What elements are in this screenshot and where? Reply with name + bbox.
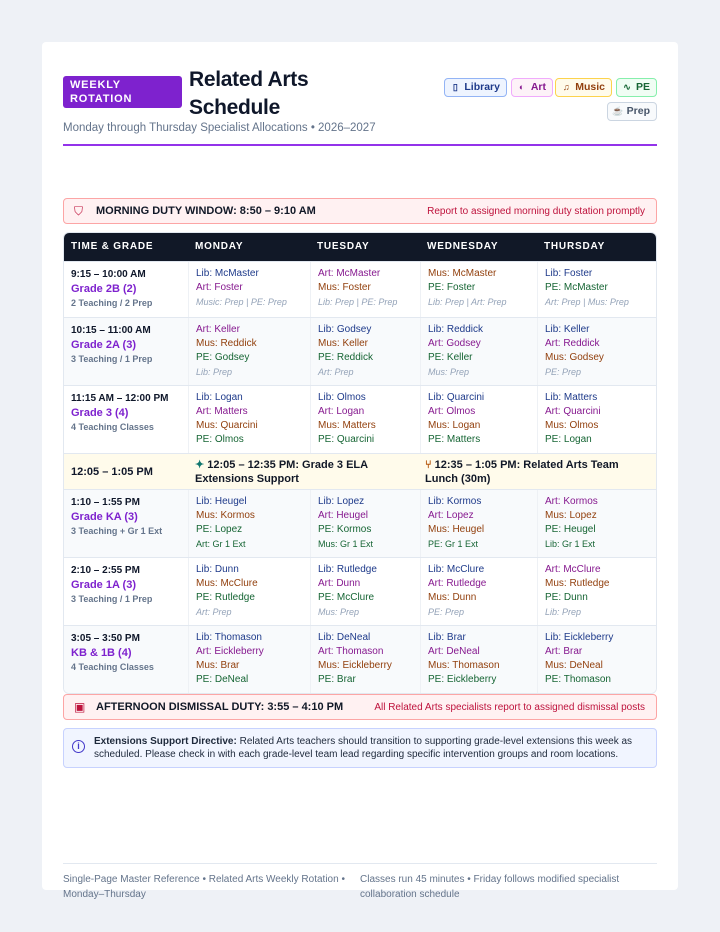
table-row — [64, 489, 656, 557]
assignment-art: Art: Brar — [545, 646, 583, 657]
assignment-prep: Art: Prep — [196, 607, 232, 617]
time-slot: 2:10 – 2:55 PM — [71, 565, 140, 576]
rotation-badge: WEEKLY ROTATION — [63, 76, 182, 108]
assignment-mus: Mus: Dunn — [428, 592, 477, 603]
assignment-mus: Mus: Olmos — [545, 420, 599, 431]
day-cell — [420, 558, 537, 625]
page-title: Related Arts Schedule — [189, 68, 309, 119]
assignment-mus: Mus: Logan — [428, 420, 481, 431]
assignment-pe: PE: McMaster — [545, 282, 608, 293]
table-row — [64, 317, 656, 385]
assignment-prep: Lib: Prep — [545, 607, 582, 617]
assignment-prep: Art: Prep | Mus: Prep — [545, 297, 629, 307]
assignment-art: Art: Dunn — [318, 578, 361, 589]
class-count: 3 Teaching / 1 Prep — [71, 594, 153, 604]
assignment-mus: Mus: Lopez — [545, 510, 597, 521]
time-slot: 3:05 – 3:50 PM — [71, 633, 140, 644]
assignment-mus: Mus: McClure — [196, 578, 258, 589]
assignment-lib: Lib: Reddick — [428, 324, 484, 335]
assignment-prep: Lib: Prep — [196, 367, 233, 377]
assignment-prep: Lib: Prep | Art: Prep — [428, 297, 507, 307]
music-note-icon: ♫ — [562, 82, 570, 92]
assignment-lib: Lib: Quarcini — [428, 392, 485, 403]
day-cell — [420, 318, 537, 385]
assignment-ext: Mus: Gr 1 Ext — [318, 539, 374, 549]
lunch-time: 12:05 – 1:05 PM — [71, 466, 153, 478]
time-grade-cell — [64, 626, 188, 693]
assignment-lib: Lib: Brar — [428, 632, 466, 643]
assignment-mus: Mus: McMaster — [428, 268, 497, 279]
class-count: 4 Teaching Classes — [71, 422, 154, 432]
table-row — [64, 625, 656, 693]
palette-icon: ◐ — [519, 82, 525, 92]
table-row — [64, 385, 656, 453]
morning-duty-alert — [63, 198, 657, 224]
assignment-pe: PE: Eickleberry — [428, 674, 497, 685]
assignment-ext: Lib: Gr 1 Ext — [545, 539, 596, 549]
legend-chip-prep — [607, 102, 657, 121]
schedule-table — [63, 232, 657, 694]
team-lunch-block — [425, 458, 645, 486]
day-cell — [310, 626, 420, 693]
day-cell — [537, 626, 656, 693]
time-grade-cell — [64, 386, 188, 453]
assignment-pe: PE: Thomason — [545, 674, 611, 685]
assignment-pe: PE: Kormos — [318, 524, 372, 535]
sparkle-icon: ✦ — [195, 459, 208, 471]
grade-label: Grade 3 (4) — [71, 407, 129, 419]
assignment-mus: Mus: Quarcini — [196, 420, 258, 431]
assignment-lib: Lib: Heugel — [196, 496, 247, 507]
class-count: 3 Teaching / 1 Prep — [71, 354, 153, 364]
time-grade-cell — [64, 262, 188, 317]
assignment-art: Art: Matters — [196, 406, 248, 417]
assignment-art: Art: Lopez — [428, 510, 474, 521]
assignment-lib: Lib: McMaster — [196, 268, 259, 279]
time-grade-cell — [64, 490, 188, 557]
assignment-lib: Lib: Keller — [545, 324, 590, 335]
table-row — [64, 557, 656, 625]
assignment-lib: Lib: Dunn — [196, 564, 239, 575]
assignment-mus: Mus: Heugel — [428, 524, 485, 535]
assignment-pe: PE: Olmos — [196, 434, 244, 445]
assignment-pe: PE: Heugel — [545, 524, 596, 535]
assignment-pe: PE: Dunn — [545, 592, 588, 603]
assignment-lib: Lib: Thomason — [196, 632, 262, 643]
assignment-mus: Mus: Reddick — [196, 338, 257, 349]
info-icon: i — [72, 740, 85, 753]
day-cell — [188, 262, 310, 317]
assignment-art: Art: DeNeal — [428, 646, 480, 657]
assignment-mus: Mus: Brar — [196, 660, 240, 671]
footer — [63, 863, 657, 900]
assignment-prep: Mus: Prep — [318, 607, 360, 617]
legend — [437, 78, 657, 128]
alert-note: All Related Arts specialists report to assigned dismissal posts — [374, 702, 645, 713]
block-label: 12:05 – 12:35 PM: Grade 3 ELA Extensions Support — [195, 459, 368, 485]
day-cell — [420, 262, 537, 317]
assignment-art: Art: Godsey — [428, 338, 481, 349]
assignment-art: Art: Rutledge — [428, 578, 487, 589]
day-cell — [310, 386, 420, 453]
legend-chip-music — [555, 78, 612, 97]
assignment-ext: Art: Gr 1 Ext — [196, 539, 246, 549]
assignment-art: Art: Thomason — [318, 646, 384, 657]
assignment-mus: Mus: DeNeal — [545, 660, 603, 671]
block-label: 12:35 – 1:05 PM: Related Arts Team Lunch (30m) — [425, 459, 619, 485]
assignment-mus: Mus: Keller — [318, 338, 369, 349]
lunch-row — [64, 453, 656, 489]
assignment-prep: Lib: Prep | PE: Prep — [318, 297, 398, 307]
assignment-art: Art: Logan — [318, 406, 365, 417]
utensils-icon: ⑂ — [425, 459, 435, 471]
afternoon-duty-alert — [63, 694, 657, 720]
day-cell — [188, 558, 310, 625]
time-slot: 1:10 – 1:55 PM — [71, 497, 140, 508]
column-header: TUESDAY — [317, 241, 370, 252]
assignment-ext: PE: Gr 1 Ext — [428, 539, 479, 549]
column-header: WEDNESDAY — [427, 241, 499, 252]
assignment-lib: Lib: Olmos — [318, 392, 366, 403]
assignment-art: Art: Quarcini — [545, 406, 601, 417]
assignment-mus: Mus: Kormos — [196, 510, 255, 521]
table-body — [64, 261, 656, 693]
day-cell — [310, 490, 420, 557]
time-grade-cell — [64, 558, 188, 625]
assignment-mus: Mus: Eickleberry — [318, 660, 392, 671]
assignment-pe: PE: Matters — [428, 434, 481, 445]
grade-label: Grade 2B (2) — [71, 283, 137, 295]
page-content — [63, 68, 657, 900]
assignment-lib: Lib: Godsey — [318, 324, 372, 335]
assignment-pe: PE: McClure — [318, 592, 375, 603]
day-cell — [420, 386, 537, 453]
table-row — [64, 261, 656, 317]
grade-label: Grade 2A (3) — [71, 339, 137, 351]
column-header: TIME & GRADE — [71, 241, 154, 252]
table-header — [64, 233, 656, 261]
legend-label: PE — [635, 81, 650, 93]
assignment-pe: PE: Reddick — [318, 352, 374, 363]
legend-label: Art — [530, 81, 546, 93]
grade-label: Grade KA (3) — [71, 511, 138, 523]
legend-label: Prep — [626, 105, 650, 117]
schedule-page — [42, 42, 678, 900]
time-grade-cell — [64, 318, 188, 385]
directive-body: Related Arts teachers should transition to supporting grade-level extensions this week as scheduled. Please check in with each grade-level team lead regarding specific intervention groups and room locations. — [94, 736, 633, 760]
assignment-mus: Mus: Godsey — [545, 352, 604, 363]
assignment-pe: PE: Godsey — [196, 352, 250, 363]
assignment-prep: Music: Prep | PE: Prep — [196, 297, 287, 307]
assignment-mus: Mus: Thomason — [428, 660, 500, 671]
day-cell — [420, 626, 537, 693]
book-icon: ▯ — [452, 82, 458, 92]
legend-label: Library — [464, 81, 500, 93]
assignment-prep: PE: Prep — [428, 607, 465, 617]
assignment-prep: Mus: Prep — [428, 367, 470, 377]
activity-icon: ∿ — [623, 82, 631, 92]
time-slot: 11:15 AM – 12:00 PM — [71, 393, 169, 404]
legend-label: Music — [575, 81, 605, 93]
footer-right: Classes run 45 minutes • Friday follows modified specialist collaboration schedule — [360, 874, 620, 900]
footer-left: Single-Page Master Reference • Related Arts Weekly Rotation • Monday–Thursday — [63, 874, 345, 900]
assignment-pe: PE: DeNeal — [196, 674, 249, 685]
assignment-mus: Mus: Rutledge — [545, 578, 610, 589]
class-count: 3 Teaching + Gr 1 Ext — [71, 526, 163, 536]
bus-icon: ▣ — [74, 700, 86, 714]
legend-chip-pe — [616, 78, 657, 97]
alert-note: Report to assigned morning duty station promptly — [427, 206, 645, 217]
assignment-lib: Lib: DeNeal — [318, 632, 371, 643]
column-header: MONDAY — [195, 241, 244, 252]
day-cell — [537, 558, 656, 625]
assignment-pe: PE: Lopez — [196, 524, 243, 535]
directive-text — [94, 735, 649, 761]
assignment-pe: PE: Rutledge — [196, 592, 255, 603]
time-slot: 10:15 – 11:00 AM — [71, 325, 151, 336]
assignment-prep: PE: Prep — [545, 367, 582, 377]
alert-label: MORNING DUTY WINDOW: 8:50 – 9:10 AM — [96, 205, 316, 217]
day-cell — [310, 262, 420, 317]
assignment-pe: PE: Logan — [545, 434, 592, 445]
assignment-art: Art: Eickleberry — [196, 646, 264, 657]
day-cell — [537, 318, 656, 385]
shield-alert-icon: ⛉ — [74, 204, 84, 218]
assignment-art: Art: McMaster — [318, 268, 381, 279]
assignment-art: Art: Heugel — [318, 510, 369, 521]
assignment-art: Art: McClure — [545, 564, 601, 575]
grade-label: KB & 1B (4) — [71, 647, 132, 659]
day-cell — [420, 490, 537, 557]
assignment-lib: Lib: McClure — [428, 564, 485, 575]
assignment-pe: PE: Keller — [428, 352, 473, 363]
assignment-lib: Lib: Matters — [545, 392, 598, 403]
directive-label: Extensions Support Directive: — [94, 736, 237, 747]
day-cell — [188, 318, 310, 385]
assignment-art: Art: Keller — [196, 324, 240, 335]
day-cell — [537, 262, 656, 317]
header — [63, 68, 657, 178]
day-cell — [537, 490, 656, 557]
assignment-lib: Lib: Kormos — [428, 496, 482, 507]
day-cell — [310, 318, 420, 385]
class-count: 4 Teaching Classes — [71, 662, 154, 672]
assignment-pe: PE: Foster — [428, 282, 476, 293]
page-subtitle: Monday through Thursday Specialist Allocations • 2026–2027 — [63, 122, 376, 134]
assignment-mus: Mus: Matters — [318, 420, 376, 431]
assignment-prep: Art: Prep — [318, 367, 354, 377]
column-header: THURSDAY — [544, 241, 606, 252]
day-cell — [310, 558, 420, 625]
day-cell — [537, 386, 656, 453]
assignment-art: Art: Reddick — [545, 338, 600, 349]
assignment-lib: Lib: Eickleberry — [545, 632, 614, 643]
coffee-icon: ☕ — [612, 106, 624, 116]
alert-label: AFTERNOON DISMISSAL DUTY: 3:55 – 4:10 PM — [96, 701, 344, 713]
class-count: 2 Teaching / 2 Prep — [71, 298, 153, 308]
day-cell — [188, 626, 310, 693]
assignment-art: Art: Olmos — [428, 406, 476, 417]
extension-support-block — [195, 458, 415, 486]
assignment-lib: Lib: Foster — [545, 268, 593, 279]
legend-chip-art — [511, 78, 553, 97]
assignment-lib: Lib: Logan — [196, 392, 243, 403]
assignment-art: Art: Kormos — [545, 496, 598, 507]
assignment-lib: Lib: Rutledge — [318, 564, 377, 575]
assignment-pe: PE: Quarcini — [318, 434, 375, 445]
assignment-mus: Mus: Foster — [318, 282, 371, 293]
header-divider — [63, 144, 657, 146]
assignment-pe: PE: Brar — [318, 674, 356, 685]
grade-label: Grade 1A (3) — [71, 579, 137, 591]
time-slot: 9:15 – 10:00 AM — [71, 269, 146, 280]
day-cell — [188, 490, 310, 557]
assignment-art: Art: Foster — [196, 282, 243, 293]
extensions-directive — [63, 728, 657, 768]
legend-chip-library — [444, 78, 507, 97]
day-cell — [188, 386, 310, 453]
assignment-lib: Lib: Lopez — [318, 496, 365, 507]
